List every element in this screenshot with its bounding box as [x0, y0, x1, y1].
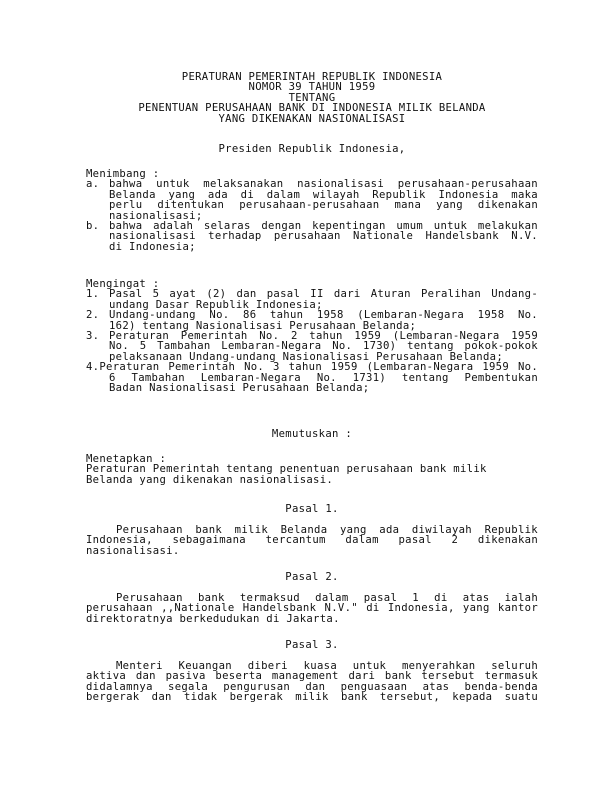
item-line: bahwa adalah selaras dengan kepentingan umum untuk melakukan	[109, 219, 538, 232]
menetapkan-line: Belanda yang dikenakan nasionalisasi.	[86, 473, 334, 486]
pasal-2-body	[86, 593, 538, 624]
menetapkan-line: Peraturan Pemerintah tentang penentuan perusahaan bank milik	[86, 463, 487, 476]
mengingat-item-3	[86, 331, 538, 362]
pasal-line: Indonesia, sebagaimana tercantum dalam pasal 2 dikenakan	[86, 534, 538, 547]
header-title-line: PERATURAN PEMERINTAH REPUBLIK INDONESIA	[181, 71, 443, 83]
pasal-3-body	[86, 661, 538, 703]
menetapkan-section	[86, 454, 538, 485]
pasal-3-title	[86, 640, 538, 650]
item-number: 3.	[86, 329, 100, 342]
item-line: di Indonesia;	[109, 240, 196, 253]
memutuskan-heading	[86, 429, 538, 439]
item-line: undang Dasar Republik Indonesia;	[109, 298, 323, 311]
item-line: Undang-undang No. 86 tahun 1958 (Lembaran-Negara 1958 No.	[109, 309, 538, 322]
item-line: Peraturan Pemerintah No. 2 tahun 1959 (Lembaran-Negara 1959	[109, 329, 538, 342]
issuer-line	[86, 144, 538, 154]
item-line: nasionalisasi;	[109, 209, 203, 222]
issuer-text: Presiden Republik Indonesia,	[218, 143, 406, 155]
mengingat-section	[86, 279, 538, 393]
item-number: b.	[86, 219, 100, 232]
header-subject-line: PENENTUAN PERUSAHAAN BANK DI INDONESIA MILIK BELANDA	[138, 102, 486, 115]
item-first-line	[86, 362, 538, 372]
item-number: 1.	[86, 288, 100, 301]
item-line: No. 5 Tambahan Lembaran-Negara No. 1730) tentang pokok-pokok	[109, 340, 538, 353]
pasal-line: nasionalisasi.	[86, 544, 180, 557]
pasal-line: Perusahaan bank termaksud dalam pasal 1 di atas ialah	[116, 592, 538, 604]
mengingat-label: Mengingat :	[86, 278, 160, 290]
item-line: 162) tentang Nasionalisasi Perusahaan Belanda;	[109, 319, 417, 332]
item-line: pelaksanaan Undang-undang Nasionalisasi Perusahaan Belanda;	[109, 350, 503, 363]
item-line: nasionalisasi terhadap perusahaan Nationale Handelsbank N.V.	[109, 230, 538, 243]
pasal-line: bergerak dan tidak bergerak milik bank tersebut, kepada suatu	[86, 691, 538, 704]
menetapkan-label: Menetapkan :	[86, 453, 167, 465]
menimbang-item-b	[86, 221, 538, 252]
mengingat-item-2	[86, 310, 538, 331]
pasal-line: didalamnya segala pengurusan dan penguasaan atas benda-benda	[86, 680, 538, 693]
document-header	[86, 72, 538, 124]
memutuskan-text: Memutuskan :	[271, 428, 353, 440]
item-line: bahwa untuk melaksanakan nasionalisasi perusahaan-perusahaan	[109, 178, 538, 191]
pasal-line: Perusahaan bank milik Belanda yang ada diwilayah Republik	[116, 524, 538, 536]
pasal-line: direktoratnya berkedudukan di Jakarta.	[86, 612, 340, 625]
pasal-1-body	[86, 525, 538, 556]
pasal-line: perusahaan ,,Nationale Handelsbank N.V." di Indonesia, yang kantor	[86, 602, 538, 615]
pasal-title-text: Pasal 1.	[285, 503, 339, 515]
mengingat-item-4	[86, 362, 538, 393]
mengingat-item-1	[86, 289, 538, 310]
item-line-text: Peraturan Pemerintah No. 3 tahun 1959 (Lembaran-Negara 1959 No.	[99, 361, 538, 374]
item-line: Belanda yang ada di dalam wilayah Republik Indonesia maka	[109, 188, 538, 201]
pasal-2-title	[86, 572, 538, 582]
item-line: Pasal 5 ayat (2) dan pasal II dari Aturan Peralihan Undang-	[109, 288, 538, 301]
item-line: perlu ditentukan perusahaan-perusahaan mana yang dikenakan	[109, 199, 538, 212]
item-number: 4.	[86, 361, 100, 374]
pasal-line: Menteri Keuangan diberi kuasa untuk menyerahkan seluruh	[116, 660, 538, 672]
header-subject-line-2: YANG DIKENAKAN NASIONALISASI	[218, 112, 406, 125]
header-number-line: NOMOR 39 TAHUN 1959	[248, 81, 376, 94]
pasal-title-text: Pasal 2.	[285, 571, 339, 583]
pasal-title-text: Pasal 3.	[285, 639, 339, 651]
menimbang-item-a	[86, 179, 538, 221]
item-line: 6 Tambahan Lembaran-Negara No. 1731) tentang Pembentukan	[109, 371, 538, 384]
item-number: a.	[86, 178, 100, 191]
item-number: 2.	[86, 309, 100, 322]
menimbang-label: Menimbang :	[86, 168, 160, 180]
header-tentang-line: TENTANG	[288, 91, 336, 104]
menimbang-section	[86, 169, 538, 252]
item-line: Badan Nasionalisasi Perusahaan Belanda;	[109, 381, 370, 394]
pasal-line: aktiva dan pasiva beserta management dari bank tersebut termasuk	[86, 670, 538, 683]
pasal-1-title	[86, 504, 538, 514]
